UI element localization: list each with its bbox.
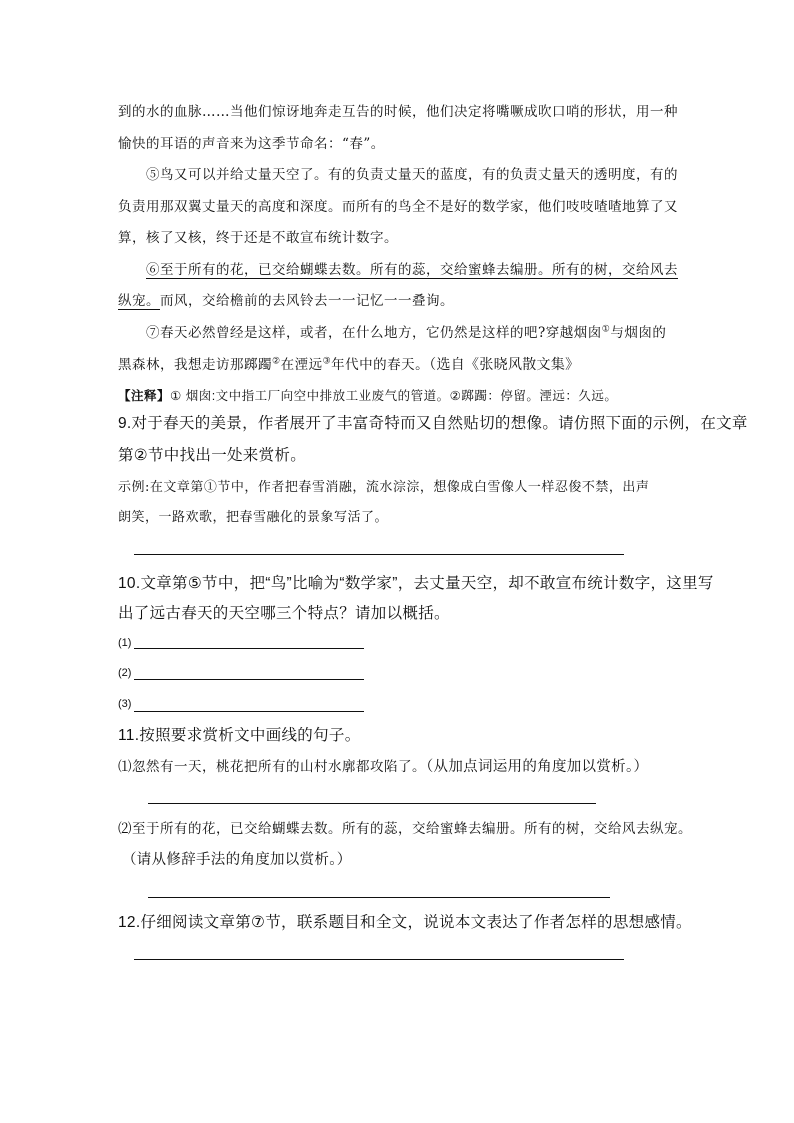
passage-para7-text-d: 在湮远 xyxy=(280,357,323,373)
q11-part1-sentence: ⑴忽然有一天，桃花把所有的山村水廓都攻陷了。 xyxy=(118,759,426,775)
answer-line-q10-2[interactable] xyxy=(134,679,364,680)
answer-line-q12[interactable] xyxy=(134,959,624,960)
footnote-ref-3: ③ xyxy=(322,356,332,367)
passage-para7-line1 xyxy=(146,323,666,343)
question-12-line1: 12.仔细阅读文章第⑦节，联系题目和全文，说说本文表达了作者怎样的思想感情。 xyxy=(118,914,692,931)
passage-para5-line1: ⑤鸟又可以并给丈量天空了。有的负责丈量天的蓝度，有的负责丈量天的透明度，有的 xyxy=(146,167,678,183)
annotation-text: ① 烟囱:文中指工厂向空中排放工业废气的管道。②踯躅：停留。湮远：久远。 xyxy=(170,389,618,403)
question-9-example-line1: 示例:在文章第①节中，作者把春雪消融，流水淙淙，想像成白雪像人一样忍俊不禁，出声 xyxy=(118,480,650,495)
passage-para6-line2 xyxy=(118,291,454,311)
question-11-line1: 11.按照要求赏析文中画线的句子。 xyxy=(118,727,361,744)
passage-source: （选自《张晓风散文集》 xyxy=(429,356,580,372)
passage-para7-text-e: 年代中的春天。 xyxy=(331,357,430,373)
passage-para7-text-c: 黑森林，我想走访那踯躅 xyxy=(118,357,272,373)
footnote-ref-2: ② xyxy=(272,356,281,367)
question-9-example-line2: 朗笑，一路欢歌，把春雪融化的景象写活了。 xyxy=(118,510,389,525)
answer-line-q9[interactable] xyxy=(134,554,624,555)
passage-para5-line3: 算，核了又核，终于还是不敢宣布统计数字。 xyxy=(118,230,398,246)
passage-para6-line1: ⑥至于所有的花，已交给蝴蝶去数。所有的蕊，交给蜜蜂去编册。所有的树，交给风去 xyxy=(146,262,678,278)
passage-para6-rest: 而风，交给檐前的去风铃去一一记忆一一叠询。 xyxy=(160,293,454,309)
question-10-line2: 出了远古春天的天空哪三个特点？请加以概括。 xyxy=(118,605,450,622)
question-9-line1: 9.对于春天的美景，作者展开了丰富奇特而又自然贴切的想像。请仿照下面的示例，在文章 xyxy=(118,415,748,432)
annotation-label: 【注释】 xyxy=(118,389,171,403)
q10-option-2-label: (2) xyxy=(118,667,132,679)
question-9-line2: 第②节中找出一处来赏析。 xyxy=(118,447,306,464)
footnote-ref-1: ① xyxy=(601,324,611,335)
answer-line-q10-3[interactable] xyxy=(134,711,364,712)
passage-para4-line1: 到的水的血脉……当他们惊讶地奔走互告的时候，他们决定将嘴噘成吹口哨的形状，用一种 xyxy=(118,104,678,120)
q10-option-3-label: (3) xyxy=(118,698,132,710)
question-11-part2: ⑵至于所有的花，已交给蝴蝶去数。所有的蕊，交给蜜蜂去编册。所有的树，交给风去纵宠。 xyxy=(118,821,692,837)
passage-para7-text-b: 与烟囱的 xyxy=(610,325,667,341)
question-10-line1: 10.文章第⑤节中，把“鸟”比喻为“数学家”，去丈量天空，却不敢宣布统计数字，这里写 xyxy=(118,575,714,592)
answer-line-q11-1[interactable] xyxy=(148,803,596,804)
answer-line-q11-2[interactable] xyxy=(148,897,610,898)
question-11-part1 xyxy=(118,757,648,777)
passage-para5-line2: 负责用那双翼丈量天的高度和深度。而所有的鸟全不是好的数学家，他们吱吱喳喳地算了又 xyxy=(118,199,678,215)
answer-line-q10-1[interactable] xyxy=(134,648,364,649)
annotation xyxy=(118,386,617,406)
question-11-part2-hint: （请从修辞手法的角度加以赏析。） xyxy=(122,852,352,868)
q11-part1-hint: （从加点词运用的角度加以赏析。） xyxy=(426,759,649,775)
passage-para7-line2 xyxy=(118,354,579,375)
q10-option-1-label: (1) xyxy=(118,637,132,649)
passage-para7-text-a: ⑦春天必然曾经是这样，或者，在什么地方，它仍然是这样的吧?穿越烟囱 xyxy=(146,325,602,341)
passage-para4-line2: 愉快的耳语的声音来为这季节命名：“春”。 xyxy=(118,136,385,152)
passage-para6-underlined: 纵宠。 xyxy=(118,293,160,309)
